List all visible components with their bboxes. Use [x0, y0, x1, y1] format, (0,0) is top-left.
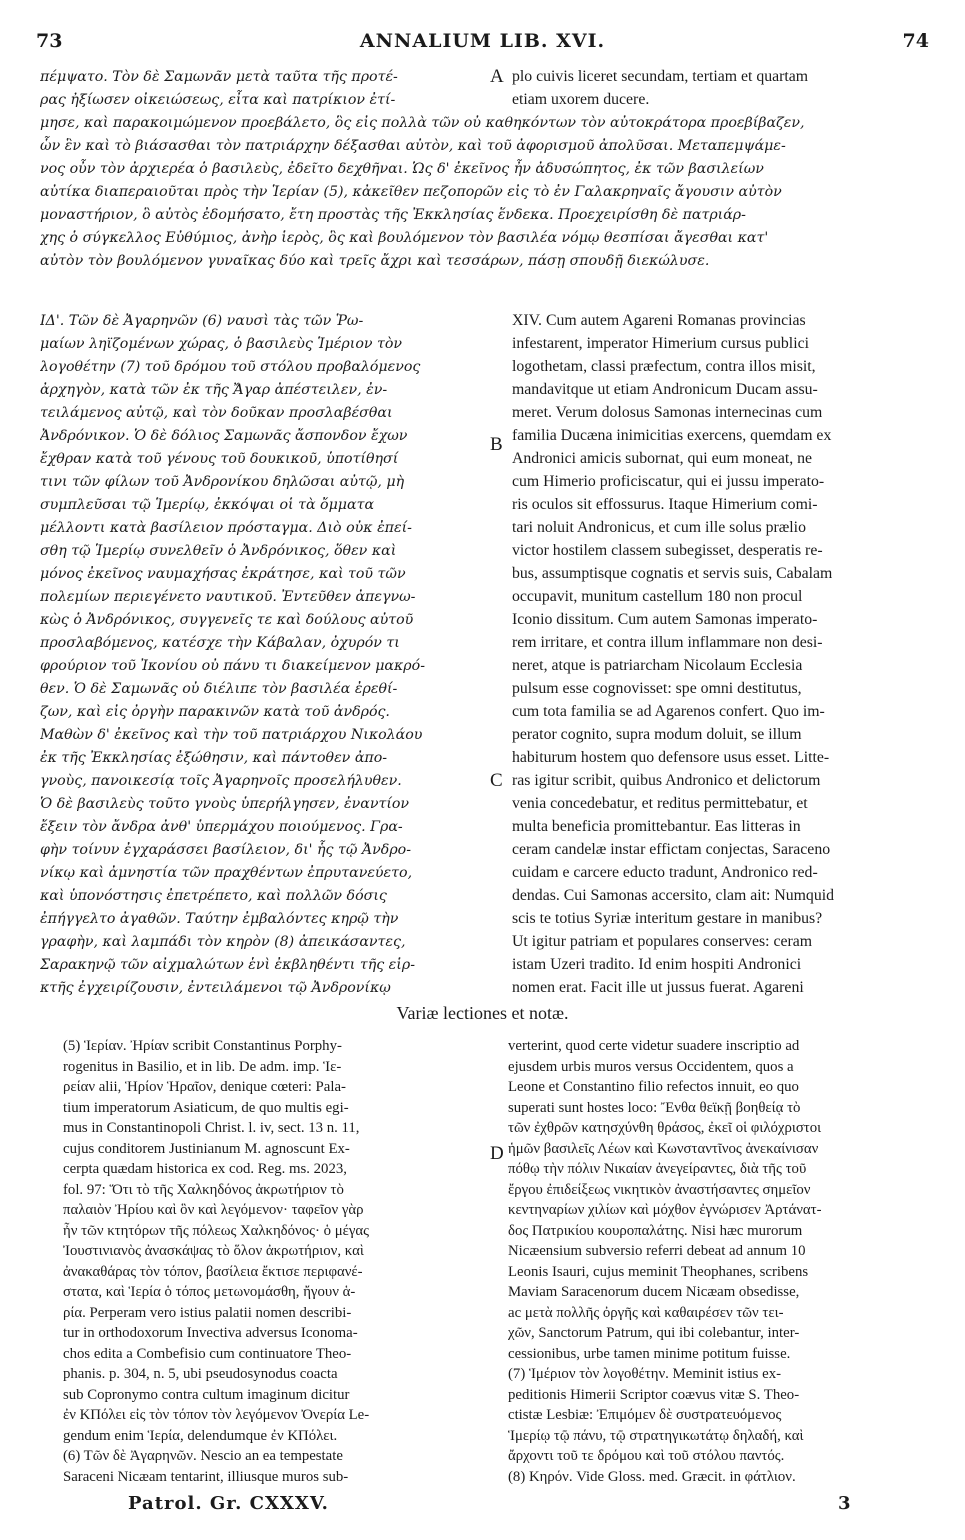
greek-text-line: μέλλοντι κατὰ βασίλειον πρόσταγμα. Διὸ οὐκ ἐπεί-: [40, 520, 412, 536]
greek-text-line: μοναστήριον, ὃ αὐτὸς ἐδομήσατο, ἔτη προστὰς τῆς Ἐκκλησίας ἕνδεκα. Προεχειρίσθη δὲ πατριάρ-: [40, 207, 746, 223]
note-line: στατα, καὶ Ἱερία ὁ τόπος μετωνομάσθη, ἤγουν ἁ-: [63, 1284, 356, 1300]
greek-text-line: νίκῳ καὶ ἀμνηστία τῶν πραχθέντων ἐπρυτανεύετο,: [40, 865, 413, 881]
greek-text-line: ἐπήγγελτο ἀγαθῶν. Ταύτην ἐμβαλόντες κηρῷ τὴν: [40, 911, 399, 927]
latin-text-line: logothetam, classi præfectum, contra illos misit,: [512, 358, 816, 375]
greek-text-line: σθη τῷ Ἱμερίῳ συνελθεῖν ὁ Ἀνδρόνικος, ὅθεν καὶ: [40, 543, 397, 559]
note-line: chos edita a Combefisio cum continuatore Theo-: [63, 1345, 352, 1362]
latin-text-line: Ut igitur patriam et populares conserves: ceram: [512, 933, 813, 950]
greek-text-line: ὧν ἓν καὶ τὸ βιάσασθαι τὸν πατριάρχην δέξασθαι αὐτὸν, καὶ τοῦ ἀφορισμοῦ ἀπολῦσαι. Μεταπεμψάμε-: [40, 138, 786, 154]
note-line: ἀνακαθάρας τὸν τόπον, βασίλεια ἔκτισε περιφανέ-: [63, 1263, 363, 1280]
note-line: ctistæ Lesbiæ: Ἐπιμόμεν δὲ συστρατευόμενος: [508, 1407, 782, 1423]
greek-text-line: φρούριον τοῦ Ἰκονίου οὐ πάνυ τι διακείμενον μακρό-: [40, 658, 425, 674]
greek-text-line: φὴν τοίνυν ἐγχαράσσει βασίλειον, δι' ἧς τῷ Ἀνδρο-: [40, 842, 412, 858]
latin-text-line: multa beneficia promittebantur. Eas litteras in: [512, 818, 801, 835]
greek-text-line: πέμψατο. Τὸν δὲ Σαμωνᾶν μετὰ ταῦτα τῆς προτέ-: [40, 69, 398, 85]
greek-text-line: νος οὖν τὸν ἀρχιερέα ὁ βασιλεὺς, ἐδεῖτο δεχθῆναι. Ὡς δ' ἐκεῖνος ἦν ἀδυσώπητος, ἐκ τῶν βασιλείων: [40, 161, 764, 177]
greek-text-line: Ὁ δὲ βασιλεὺς τοῦτο γνοὺς ὑπερήλγησεν, ἐναντίον: [40, 796, 410, 812]
note-line: ρία. Perperam vero istius palatii nomen describi-: [63, 1304, 352, 1321]
note-line: fol. 97: Ὅτι τὸ τῆς Χαλκηδόνος ἀκρωτήριον τὸ: [63, 1181, 344, 1198]
note-line: ρείαν alii, Ἡρίον Ἡραῖον, denique cœteri: Pala-: [63, 1079, 346, 1095]
greek-text-line: κὼς ὁ Ἀνδρόνικος, συγγενεῖς τε καὶ δούλους αὐτοῦ: [40, 612, 414, 628]
greek-text-line: Ἀνδρόνικον. Ὁ δὲ δόλιος Σαμωνᾶς ἄσπονδον ἔχων: [40, 428, 408, 444]
margin-letter-d: D: [490, 1143, 504, 1164]
note-line: πόθῳ τὴν πόλιν Νικαίαν ἀνεγείραντες, διὰ τῆς τοῦ: [508, 1161, 807, 1177]
latin-text-line: Andronici amicis subornat, qui eum moneat, ne: [512, 450, 813, 467]
note-line: tur in orthodoxorum Invectiva adversus Iconoma-: [63, 1325, 358, 1341]
note-line: rogenitus in Basilio, et in lib. De adm. imp. Ἱε-: [63, 1058, 342, 1075]
note-line: Ἱμερίῳ τῷ πάνυ, τῷ στρατηγικωτάτῳ δηλαδή, καὶ: [508, 1427, 804, 1444]
greek-text-line: συμπλεῦσαι τῷ Ἱμερίῳ, ἐκκόψαι οἱ τὰ ὄμματα: [40, 497, 375, 513]
greek-text-line: μόνος ἐκεῖνος ναυμαχήσας ἐκράτησε, καὶ τοῦ τῶν: [40, 566, 406, 582]
margin-letter-b: B: [490, 434, 503, 455]
note-line: cessionibus, urbe tamen minime potitum fuisse.: [508, 1345, 791, 1362]
greek-text-line: γραφὴν, καὶ λαμπάδι τὸν κηρὸν (8) ἀπεικάσαντες,: [40, 934, 406, 950]
latin-text-line: mandavitque ut etiam Andronicum Ducam assu-: [512, 381, 818, 398]
greek-text-line: ἀρχηγὸν, κατὰ τῶν ἐκ τῆς Ἄγαρ ἀπέστειλεν, ἐν-: [40, 382, 388, 398]
note-line: ἔργου ἐπιδείξεως νικητικὸν ἀναστήσαντες σημεῖον: [508, 1181, 811, 1198]
latin-text-line: victor hostilem classem subegisset, desperatis re-: [512, 542, 823, 559]
signature-number: 3: [838, 1493, 851, 1514]
note-line: παλαιὸν Ἠρίου καὶ ὃν καὶ λεγόμενον· ταφεῖον γὰρ: [63, 1202, 364, 1218]
greek-text-line: ζων, καὶ εἰς ὀργὴν παρακινῶν κατὰ τοῦ ἀνδρός.: [40, 704, 390, 720]
margin-letter-c: C: [490, 770, 503, 791]
note-line: (7) Ἱμέριον τὸν λογοθέτην. Meminit istius ex-: [508, 1366, 782, 1382]
greek-text-line: γνοὺς, πανοικεσίᾳ τοῖς Ἀγαρηνοῖς προσελήλυθεν.: [40, 773, 402, 789]
latin-text-line: nomen erat. Facit ille ut jussus fuerat. Agareni: [512, 979, 804, 996]
note-line: tium imperatorum Asiaticum, de quo multis egi-: [63, 1099, 349, 1116]
note-line: Leone et Constantino filio refectos innuit, eo quo: [508, 1079, 799, 1095]
note-line: (5) Ἱερίαν. Ἠρίαν scribit Constantinus Porphy-: [63, 1038, 342, 1054]
latin-text-line: XIV. Cum autem Agareni Romanas provincias: [512, 312, 806, 329]
latin-text-line: neret, atque is patriarcham Nicolaum Ecclesia: [512, 657, 803, 674]
greek-text-line: αὐτίκα διαπεραιοῦται πρὸς τὴν Ἱερίαν (5), κἀκεῖθεν πεζοπορῶν εἰς τὸ ἐν Γαλακρηναῖς ἄγουσιν αὐτὸν: [40, 184, 782, 200]
latin-text-line: scis te totius Syriæ interitum gestare in manibus?: [512, 910, 823, 927]
note-line: δος Πατρικίου κουροπαλάτης. Nisi hæc murorum: [508, 1222, 803, 1239]
note-line: (8) Κηρόν. Vide Gloss. med. Græcit. in φάτλιον.: [508, 1468, 796, 1485]
note-line: cujus conditorem Justinianum M. agnoscunt Ex-: [63, 1140, 350, 1157]
greek-text-line: ἐκ τῆς Ἐκκλησίας ἐξώθησιν, καὶ πάντοθεν ἀπο-: [40, 750, 388, 766]
note-line: Ἰουστινιανὸς ἀνασκάψας τὸ ὅλον ἀκρωτήριον, καὶ: [63, 1243, 364, 1259]
note-line: gendum enim Ἱερία, delendumque ἐν ΚΠόλει.: [63, 1427, 338, 1444]
greek-text-line: προσλαβόμενος, κατέσχε τὴν Κάβαλαν, ὀχυρόν τι: [40, 635, 400, 651]
latin-text-line: etiam uxorem ducere.: [512, 91, 650, 108]
greek-text-line: μαίων ληϊζομένων χώρας, ὁ βασιλεὺς Ἱμέριον τὸν: [40, 336, 403, 352]
note-line: ejusdem urbis muros versus Occidentem, quos a: [508, 1058, 794, 1075]
greek-text-line: πολεμίων περιεγένετο ναυτικοῦ. Ἐντεῦθεν ἀπεγνω-: [40, 589, 416, 605]
greek-text-line: Σαρακηνῷ τῶν αἰχμαλώτων ἑνὶ ἐκβληθέντι τῆς εἱρ-: [40, 957, 415, 973]
signature-mark: Patrol. Gr. CXXXV.: [128, 1493, 329, 1514]
latin-text-line: pulsum esse cognovisset: spe omni destitutus,: [512, 680, 802, 697]
note-line: κεντηναρίων χιλίων καὶ μόχθον ἐγνώρισεν Ἀρτάνατ-: [508, 1202, 822, 1218]
latin-text-line: infestarent, imperator Himerium cursus publici: [512, 335, 809, 352]
note-line: ἐν ΚΠόλει εἰς τὸν τόπον τὸν λεγόμενον Ὀνερία Le-: [63, 1407, 370, 1423]
note-line: verterint, quod certe videtur suadere inscriptio ad: [508, 1038, 800, 1054]
latin-text-line: cuidam e carcere educto tradunt, Andronico red-: [512, 864, 818, 881]
latin-text-line: ris oculos sit effossurus. Itaque Himerium comi-: [512, 496, 818, 513]
greek-text-line: ἔξειν τὸν ἄνδρα ἀνθ' ὑπερμάχου ποιούμενος. Γρα-: [40, 819, 403, 835]
latin-text-line: occupavit, munitum castellum 180 non procul: [512, 588, 803, 605]
note-line: Nicæensium subversio referri debeat ad annum 10: [508, 1243, 806, 1259]
note-line: τῶν ἐχθρῶν κατησχύνθη θράσος, ἐκεῖ οἱ φιλόχριστοι: [508, 1120, 822, 1136]
note-line: Saraceni Nicæam tentarint, illiusque muros sub-: [63, 1468, 349, 1485]
latin-text-line: bus, assumptisque cognatis et servis suis, Cabalam: [512, 565, 833, 582]
margin-letter-a: A: [490, 66, 504, 87]
greek-text-line: Μαθὼν δ' ἐκεῖνος καὶ τὴν τοῦ πατριάρχου Νικολάου: [40, 727, 423, 743]
running-title: ANNALIUM LIB. XVI.: [359, 30, 606, 52]
page-number-right: 74: [902, 30, 929, 52]
latin-text-line: rem irritare, et contra illum inflammare non desi-: [512, 634, 823, 651]
notes-section-title: Variæ lectiones et notæ.: [396, 1003, 569, 1023]
greek-text-line: τειλάμενος αὐτῷ, καὶ τὸν δοῦκαν προσλαβέσθαι: [40, 405, 393, 421]
note-line: (6) Τῶν δὲ Ἀγαρηνῶν. Nescio an ea tempestate: [63, 1448, 343, 1464]
latin-text-line: plo cuivis liceret secundam, tertiam et quartam: [512, 68, 809, 85]
note-line: ἡμῶν βασιλεῖς Λέων καὶ Κωνσταντῖνος ἀνεκαίνισαν: [508, 1140, 819, 1157]
note-line: Maviam Saracenorum ducem Nicæam obsedisse,: [508, 1284, 800, 1300]
latin-text-line: perator cognito, supra modum doluit, se illum: [512, 726, 802, 743]
greek-text-line: κτῆς ἐγχειρίζουσιν, ἐντειλάμενοι τῷ Ἀνδρονίκῳ: [40, 980, 391, 996]
greek-text-line: χης ὁ σύγκελλος Εὐθύμιος, ἀνὴρ ἱερὸς, ὃς καὶ βουλόμενον τὸν βασιλέα νόμῳ θεσπίσαι ἄγεσθαι κατ': [40, 230, 769, 246]
greek-text-line: θεν. Ὁ δὲ Σαμωνᾶς οὐ διέλιπε τὸν βασιλέα ἐρεθί-: [40, 681, 398, 697]
greek-text-line: μησε, καὶ παρακοιμώμενον προεβάλετο, ὃς εἰς πολλὰ τῶν οὐ καθηκόντων τὸν αὐτοκράτορα προεβίβαζεν,: [40, 115, 805, 131]
greek-text-line: τινι τῶν φίλων τοῦ Ἀνδρονίκου δηλῶσαι αὐτῷ, μὴ: [40, 474, 405, 490]
latin-text-line: ceram candelæ instar effictam conjectas, Saraceno: [512, 841, 831, 858]
note-line: ἄρχοντι τοῦ τε δρόμου καὶ τοῦ στόλου παντός.: [508, 1448, 785, 1464]
latin-text-line: ras igitur scribit, quibus Andronico et delictorum: [512, 772, 821, 789]
greek-text-line: καὶ ὑπονόστησις ἐπετρέπετο, καὶ πολλῶν δόσις: [40, 888, 387, 904]
latin-text-line: cum tota familia se ad Agarenos confert. Quo im-: [512, 703, 825, 720]
latin-text-line: istam Uzeri tradito. Id enim hospiti Andronici: [512, 956, 802, 973]
latin-text-line: habiturum hostem quo defensore usus esset. Litte-: [512, 749, 830, 766]
greek-text-line: ΙΔ'. Τῶν δὲ Ἀγαρηνῶν (6) ναυσὶ τὰς τῶν Ῥω-: [40, 313, 364, 329]
greek-text-line: ρας ἠξίωσεν οἰκειώσεως, εἶτα καὶ πατρίκιον ἐτί-: [40, 92, 396, 108]
note-line: ἦν τῶν κτητόρων τῆς πόλεως Χαλκηδόνος· ὁ μέγας: [63, 1222, 370, 1239]
note-line: mus in Constantinopoli Christ. l. iv, sect. 13 n. 11,: [63, 1120, 360, 1136]
note-line: phanis. p. 304, n. 5, ubi pseudosynodus coacta: [63, 1366, 338, 1382]
latin-text-line: cum Himerio proficiscatur, qui ei jussu imperato-: [512, 473, 825, 490]
note-line: χῶν, Sanctorum Patrum, qui ibi colebantur, inter-: [508, 1325, 800, 1341]
greek-text-line: λογοθέτην (7) τοῦ δρόμου τοῦ στόλου προβαλόμενος: [40, 359, 421, 375]
note-line: ac μετὰ πολλῆς ὀργῆς καὶ καθαιρέσεν τῶν τει-: [508, 1304, 784, 1321]
latin-text-line: tari noluit Andronicus, et cum ille solus prælio: [512, 519, 806, 536]
latin-text-line: venia concedebatur, et reditus permittebatur, et: [512, 795, 808, 812]
greek-text-line: ἔχθραν κατὰ τοῦ γένους τοῦ δουκικοῦ, ὑποτίθησί: [40, 451, 399, 467]
greek-text-line: αὐτὸν τὸν βουλόμενον γυναῖκας δύο καὶ τρεῖς ἄχρι καὶ τεσσάρων, πάσῃ σπουδῇ διεκώλυσε.: [40, 253, 710, 269]
latin-text-line: familia Ducæna inimicitias exercens, quemdam ex: [512, 427, 832, 444]
page-number-left: 73: [36, 30, 63, 52]
note-line: peditionis Himerii Scriptor coævus vitæ S. Theo-: [508, 1386, 800, 1403]
note-line: sub Copronymo contra cultum imaginum dicitur: [63, 1386, 350, 1403]
latin-text-line: meret. Verum dolosus Samonas internecinas cum: [512, 404, 823, 421]
note-line: Leonis Isauri, cujus meminit Theophanes, scribens: [508, 1263, 809, 1280]
page-header: [36, 30, 929, 60]
note-line: cerpta quædam historica ex cod. Reg. ms. 2023,: [63, 1161, 347, 1177]
latin-text-line: dendas. Cui Samonas accersito, clam ait: Numquid: [512, 887, 835, 904]
note-line: superati sunt hostes loco: Ἔνθα θεϊκῇ βοηθείᾳ τὸ: [508, 1099, 801, 1116]
latin-text-line: Iconio dissitum. Cum autem Samonas imperato-: [512, 611, 818, 628]
